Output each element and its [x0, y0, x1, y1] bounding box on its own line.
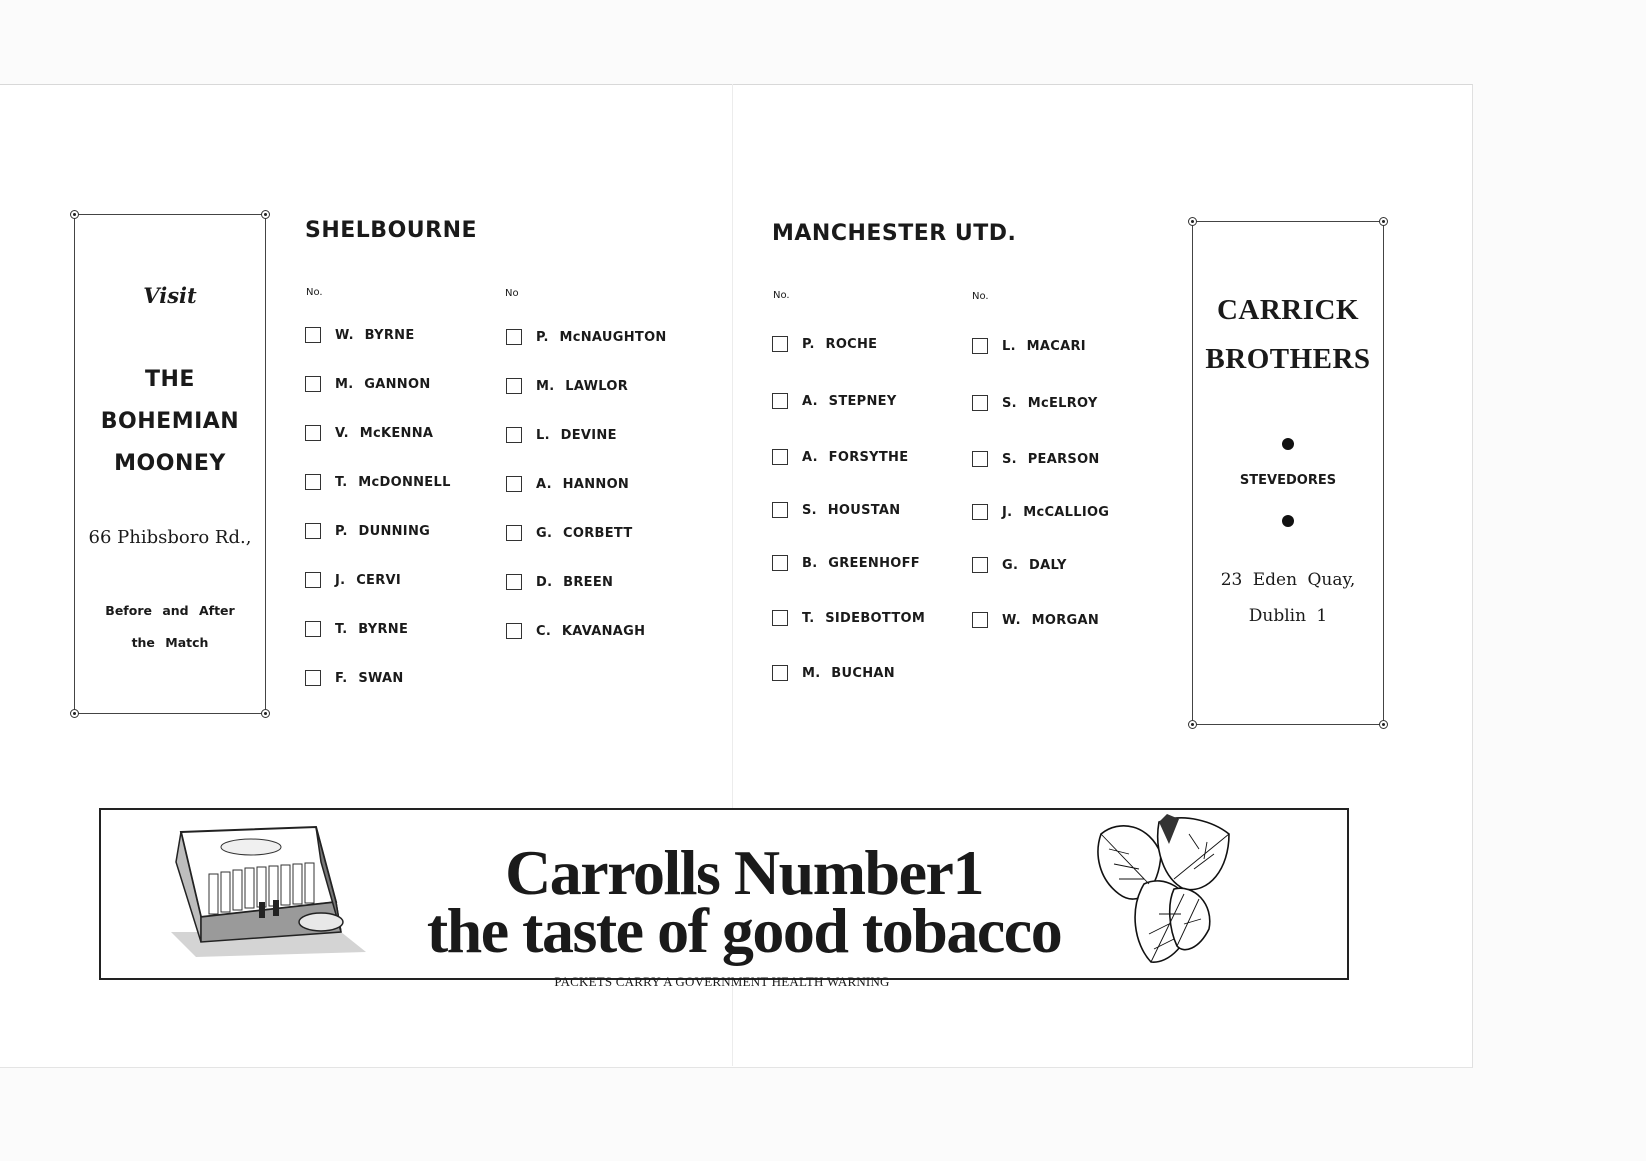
player-name: A. FORSYTHE — [802, 449, 909, 465]
player-row — [506, 572, 613, 592]
player-name: T. BYRNE — [335, 621, 409, 637]
shirt-number-box[interactable] — [772, 555, 788, 571]
player-row — [506, 425, 617, 445]
shirt-number-box[interactable] — [305, 523, 321, 539]
shirt-number-box[interactable] — [772, 502, 788, 518]
away-team-title: MANCHESTER UTD. — [772, 221, 1017, 246]
player-name: P. McNAUGHTON — [536, 329, 667, 345]
player-name: G. CORBETT — [536, 525, 633, 541]
player-row — [305, 570, 401, 590]
player-row — [305, 521, 430, 541]
advert-trade: STEVEDORES — [1239, 473, 1337, 488]
player-row — [506, 621, 645, 641]
advert-visit: Visit — [143, 283, 197, 308]
player-row — [972, 393, 1098, 413]
advert-address: 66 Phibsboro Rd., — [88, 527, 252, 548]
bullet-dot-icon — [1282, 438, 1294, 450]
player-name: S. McELROY — [1002, 395, 1098, 411]
player-name: L. DEVINE — [536, 427, 617, 443]
player-row — [772, 608, 925, 628]
away-no-label-2: No. — [972, 291, 989, 302]
player-row — [305, 619, 408, 639]
advert-company-line-1: CARRICK — [1216, 294, 1360, 326]
shirt-number-box[interactable] — [506, 623, 522, 639]
home-no-label-2: No — [505, 288, 519, 299]
player-row — [506, 327, 667, 347]
player-name: B. GREENHOFF — [802, 555, 920, 571]
shirt-number-box[interactable] — [772, 393, 788, 409]
advert-name-line-1: THE — [145, 367, 195, 392]
player-name: T. SIDEBOTTOM — [802, 610, 926, 626]
player-row — [506, 376, 628, 396]
shirt-number-box[interactable] — [506, 378, 522, 394]
player-name: S. HOUSTAN — [802, 502, 901, 518]
banner-slogan-line-2: the taste of good tobacco — [426, 895, 1062, 966]
shirt-number-box[interactable] — [972, 338, 988, 354]
player-name: S. PEARSON — [1002, 451, 1100, 467]
shirt-number-box[interactable] — [305, 474, 321, 490]
shirt-number-box[interactable] — [772, 610, 788, 626]
player-row — [772, 553, 920, 573]
shirt-number-box[interactable] — [305, 425, 321, 441]
player-name: M. LAWLOR — [536, 378, 629, 394]
bohemian-mooney-advert — [74, 214, 266, 714]
carrick-brothers-advert — [1192, 221, 1384, 725]
advert-note-2: the Match — [131, 635, 209, 650]
player-row — [305, 423, 433, 443]
player-name: D. BREEN — [536, 574, 614, 590]
shirt-number-box[interactable] — [772, 336, 788, 352]
health-warning: PACKETS CARRY A GOVERNMENT HEALTH WARNING — [554, 974, 890, 989]
shirt-number-box[interactable] — [972, 557, 988, 573]
player-row — [305, 325, 415, 345]
advert-name-line-2: BOHEMIAN — [100, 409, 240, 434]
corner-rivet-icon — [1188, 217, 1197, 226]
corner-rivet-icon — [261, 210, 270, 219]
player-row — [972, 502, 1109, 522]
corner-rivet-icon — [1379, 217, 1388, 226]
home-no-label-1: No. — [306, 287, 323, 298]
player-name: M. BUCHAN — [802, 665, 895, 681]
player-row — [772, 663, 895, 683]
shirt-number-box[interactable] — [305, 327, 321, 343]
player-name: W. BYRNE — [335, 327, 415, 343]
player-row — [305, 472, 451, 492]
player-row — [772, 334, 877, 354]
shirt-number-box[interactable] — [506, 525, 522, 541]
player-row — [772, 391, 897, 411]
shirt-number-box[interactable] — [972, 451, 988, 467]
player-row — [972, 610, 1099, 630]
player-name: W. MORGAN — [1002, 612, 1100, 628]
shirt-number-box[interactable] — [506, 329, 522, 345]
advert-name-line-3: MOONEY — [114, 451, 226, 476]
corner-rivet-icon — [1379, 720, 1388, 729]
player-row — [305, 374, 431, 394]
shirt-number-box[interactable] — [972, 395, 988, 411]
player-row — [972, 336, 1086, 356]
corner-rivet-icon — [70, 709, 79, 718]
bullet-dot-icon — [1282, 515, 1294, 527]
player-name: T. McDONNELL — [335, 474, 451, 490]
shirt-number-box[interactable] — [972, 504, 988, 520]
player-name: C. KAVANAGH — [536, 623, 646, 639]
shirt-number-box[interactable] — [305, 376, 321, 392]
advert-company-line-2: BROTHERS — [1205, 343, 1371, 375]
player-row — [506, 523, 633, 543]
shirt-number-box[interactable] — [506, 574, 522, 590]
player-name: V. McKENNA — [335, 425, 434, 441]
player-name: P. DUNNING — [335, 523, 431, 539]
player-name: J. McCALLIOG — [1002, 504, 1110, 520]
shirt-number-box[interactable] — [772, 449, 788, 465]
player-name: L. MACARI — [1002, 338, 1086, 354]
tobacco-leaf-icon — [1089, 814, 1239, 974]
corner-rivet-icon — [261, 709, 270, 718]
shirt-number-box[interactable] — [305, 621, 321, 637]
player-row — [305, 668, 404, 688]
player-name: A. HANNON — [536, 476, 630, 492]
player-name: G. DALY — [1002, 557, 1067, 573]
advert-note-1: Before and After — [105, 603, 235, 618]
corner-rivet-icon — [1188, 720, 1197, 729]
home-team-title: SHELBOURNE — [305, 218, 478, 243]
banner-slogan-line-1: Carrolls Number1 — [505, 837, 983, 908]
corner-rivet-icon — [70, 210, 79, 219]
player-name: F. SWAN — [335, 670, 404, 686]
player-row — [772, 500, 900, 520]
shirt-number-box[interactable] — [305, 572, 321, 588]
shirt-number-box[interactable] — [772, 665, 788, 681]
shirt-number-box[interactable] — [305, 670, 321, 686]
advert-address-line-1: 23 Eden Quay, — [1220, 570, 1356, 590]
away-no-label-1: No. — [773, 290, 790, 301]
player-row — [972, 449, 1100, 469]
shirt-number-box[interactable] — [506, 427, 522, 443]
shirt-number-box[interactable] — [972, 612, 988, 628]
player-row — [972, 555, 1067, 575]
player-name: M. GANNON — [335, 376, 431, 392]
player-row — [506, 474, 629, 494]
player-row — [772, 447, 908, 467]
shirt-number-box[interactable] — [506, 476, 522, 492]
advert-address-line-2: Dublin 1 — [1248, 606, 1328, 626]
carrolls-banner-advert — [99, 808, 1349, 980]
player-name: J. CERVI — [335, 572, 402, 588]
player-name: P. ROCHE — [802, 336, 878, 352]
player-name: A. STEPNEY — [802, 393, 897, 409]
